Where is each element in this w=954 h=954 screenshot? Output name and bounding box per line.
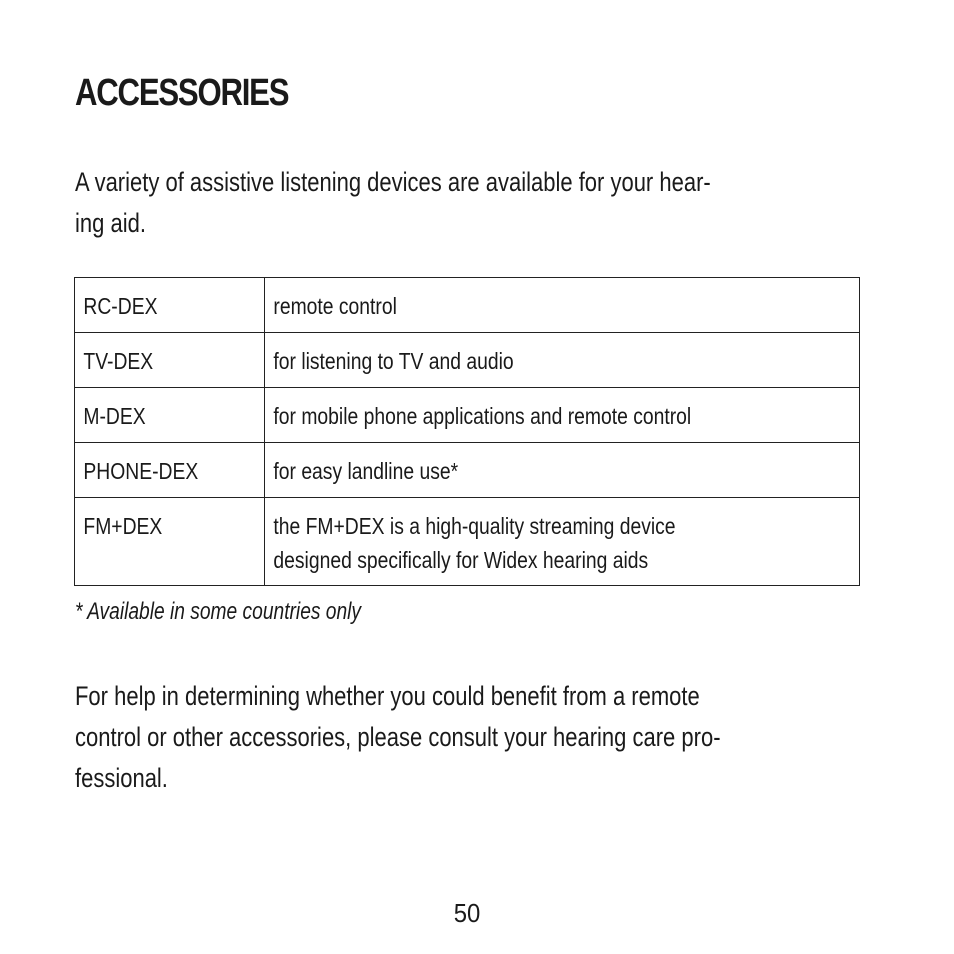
device-description: the FM+DEX is a high-quality streaming device [273, 513, 676, 539]
device-description: for easy landline use* [273, 458, 459, 484]
table-row [75, 498, 860, 586]
description-cell [265, 333, 860, 388]
table-row [75, 333, 860, 388]
device-name: PHONE-DEX [83, 458, 199, 484]
help-paragraph [75, 676, 860, 799]
device-name: M-DEX [83, 403, 146, 429]
device-description: for listening to TV and audio [273, 348, 514, 374]
table-row [75, 388, 860, 443]
description-cell [265, 498, 860, 586]
device-name: FM+DEX [83, 513, 163, 539]
help-line: control or other accessories, please consult your hearing care pro- [75, 722, 721, 752]
device-cell [75, 388, 265, 443]
intro-paragraph [75, 162, 860, 244]
device-cell [75, 443, 265, 498]
intro-line: A variety of assistive listening devices are available for your hear- [75, 167, 711, 197]
table-row [75, 443, 860, 498]
accessories-table [74, 277, 860, 586]
table-row [75, 278, 860, 333]
availability-footnote: * Available in some countries only [75, 598, 362, 625]
page-number: 50 [453, 898, 481, 928]
device-cell [75, 333, 265, 388]
device-cell [75, 278, 265, 333]
description-cell [265, 278, 860, 333]
device-description: for mobile phone applications and remote control [273, 403, 692, 429]
help-line: fessional. [75, 763, 168, 793]
help-line: For help in determining whether you could benefit from a remote [75, 681, 700, 711]
device-cell [75, 498, 265, 586]
device-name: TV-DEX [83, 348, 154, 374]
device-description: designed specifically for Widex hearing aids [273, 547, 649, 573]
device-description: remote control [273, 293, 397, 319]
page-title: ACCESSORIES [75, 72, 289, 114]
intro-line: ing aid. [75, 208, 146, 238]
device-name: RC-DEX [83, 293, 158, 319]
description-cell [265, 388, 860, 443]
description-cell [265, 443, 860, 498]
